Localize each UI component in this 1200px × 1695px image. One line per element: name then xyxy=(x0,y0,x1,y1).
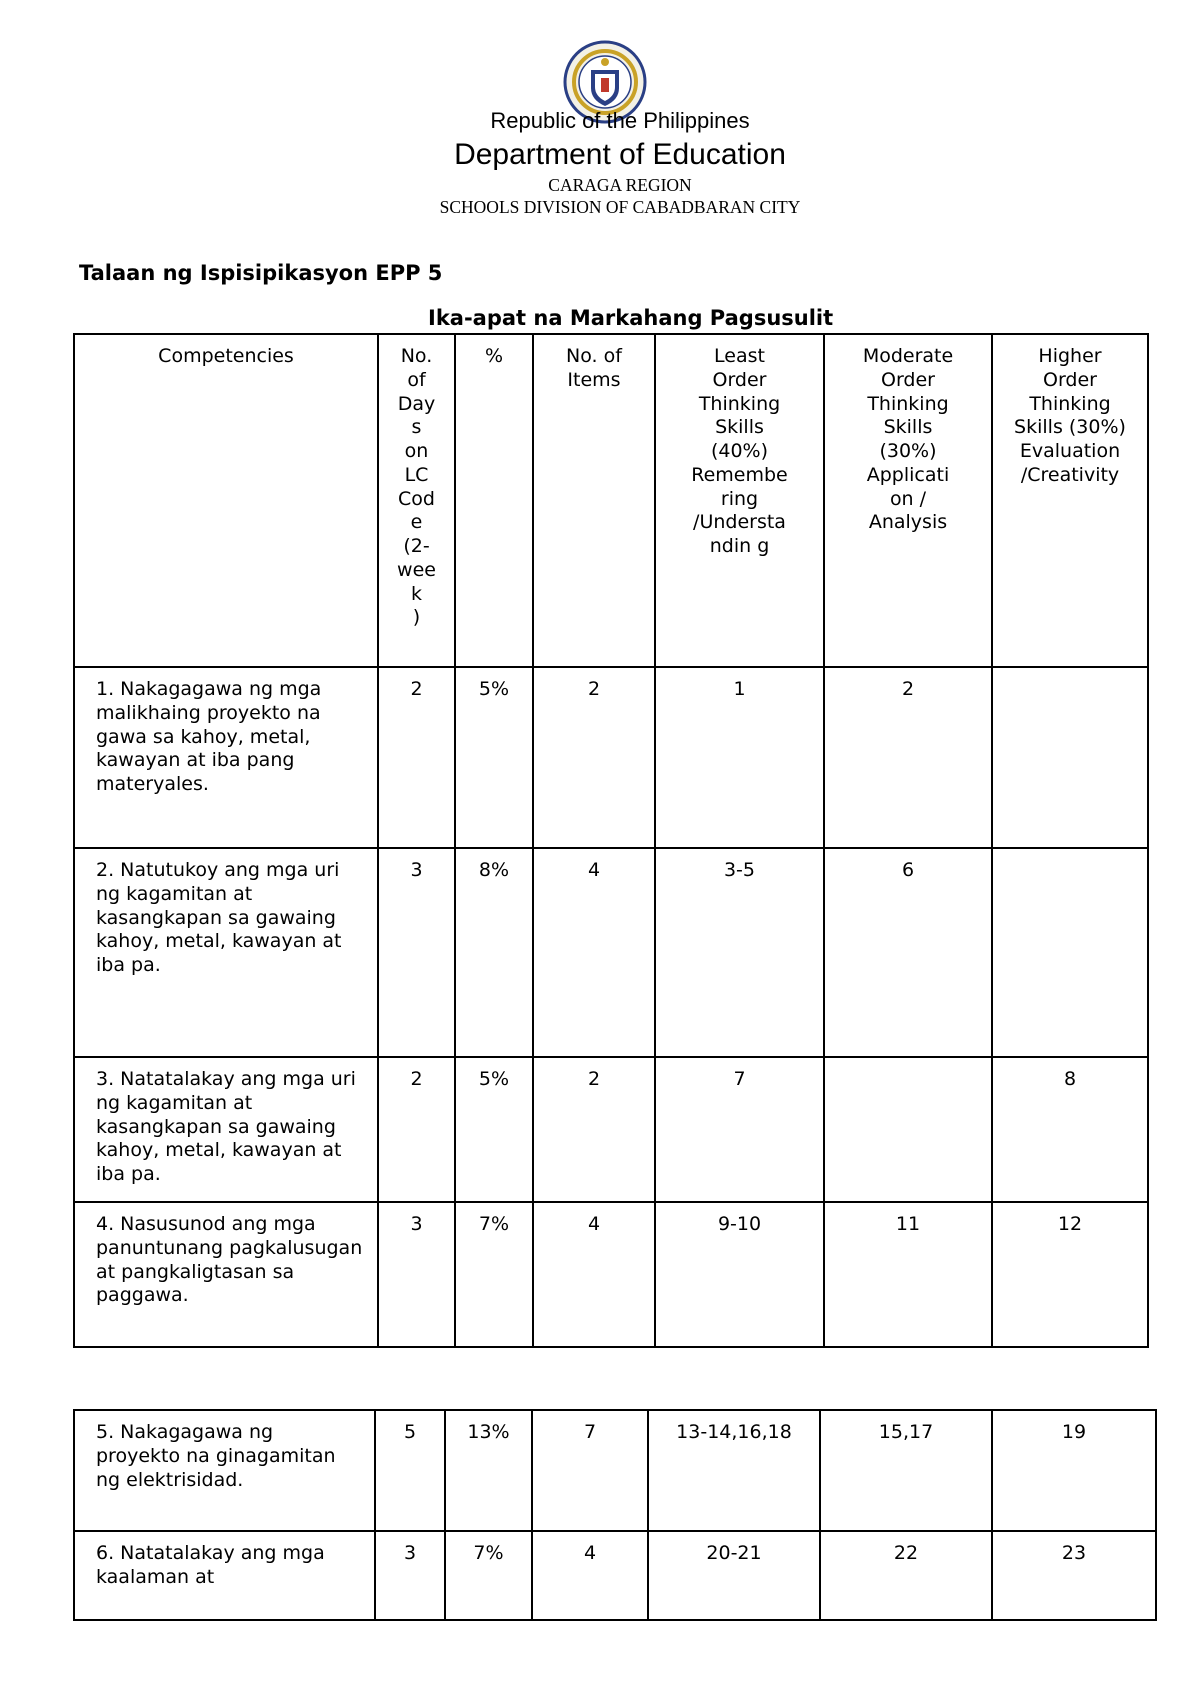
percent-cell: 5% xyxy=(455,1057,533,1202)
document-title: Talaan ng Ispisipikasyon EPP 5 xyxy=(79,261,443,285)
table-row xyxy=(74,1410,1156,1531)
days-cell: 3 xyxy=(378,1202,455,1347)
lots-cell: 20-21 xyxy=(648,1531,820,1620)
items-cell: 2 xyxy=(533,1057,655,1202)
days-cell: 3 xyxy=(375,1531,445,1620)
days-cell: 5 xyxy=(375,1410,445,1531)
percent-cell: 13% xyxy=(445,1410,532,1531)
competency-cell: 1. Nakagagawa ng mga malikhaing proyekto na gawa sa kahoy, metal, kawayan at iba pang materyales. xyxy=(74,667,378,848)
table-row xyxy=(74,1057,1148,1202)
specification-table xyxy=(73,333,1149,1348)
table-header-row xyxy=(74,334,1148,667)
header-percent: % xyxy=(455,334,533,667)
lots-cell: 13-14,16,18 xyxy=(648,1410,820,1531)
lots-cell: 1 xyxy=(655,667,824,848)
days-cell: 2 xyxy=(378,667,455,848)
table-row xyxy=(74,848,1148,1057)
lots-cell: 3-5 xyxy=(655,848,824,1057)
items-cell: 7 xyxy=(532,1410,648,1531)
department-name: Department of Education xyxy=(454,138,786,171)
hots-cell: 23 xyxy=(992,1531,1156,1620)
days-cell: 2 xyxy=(378,1057,455,1202)
hots-cell xyxy=(992,667,1148,848)
mots-cell xyxy=(824,1057,992,1202)
header-hots: Higher Order Thinking Skills (30%) Evaluation /Creativity xyxy=(992,334,1148,667)
percent-cell: 5% xyxy=(455,667,533,848)
table-row xyxy=(74,1531,1156,1620)
mots-cell: 22 xyxy=(820,1531,992,1620)
competency-cell: 6. Natatalakay ang mga kaalaman at xyxy=(74,1531,375,1620)
division-line: SCHOOLS DIVISION OF CABADBARAN CITY xyxy=(439,197,801,217)
mots-cell: 2 xyxy=(824,667,992,848)
hots-cell xyxy=(992,848,1148,1057)
mots-cell: 6 xyxy=(824,848,992,1057)
items-cell: 4 xyxy=(533,848,655,1057)
header-mots: Moderate Order Thinking Skills (30%) Applicati on / Analysis xyxy=(824,334,992,667)
header-items: No. of Items xyxy=(533,334,655,667)
competency-cell: 3. Natatalakay ang mga uri ng kagamitan at kasangkapan sa gawaing kahoy, metal, kawayan at iba pa. xyxy=(74,1057,378,1202)
mots-cell: 11 xyxy=(824,1202,992,1347)
competency-cell: 4. Nasusunod ang mga panuntunang pagkalusugan at pangkaligtasan sa paggawa. xyxy=(74,1202,378,1347)
lots-cell: 7 xyxy=(655,1057,824,1202)
header-competencies: Competencies xyxy=(74,334,378,667)
lots-cell: 9-10 xyxy=(655,1202,824,1347)
items-cell: 4 xyxy=(532,1531,648,1620)
hots-cell: 8 xyxy=(992,1057,1148,1202)
competency-cell: 2. Natutukoy ang mga uri ng kagamitan at kasangkapan sa gawaing kahoy, metal, kawayan at iba pa. xyxy=(74,848,378,1057)
hots-cell: 12 xyxy=(992,1202,1148,1347)
mots-cell: 15,17 xyxy=(820,1410,992,1531)
header-lots: Least Order Thinking Skills (40%) Remembe ring /Understa ndin g xyxy=(655,334,824,667)
table-row xyxy=(74,1202,1148,1347)
percent-cell: 8% xyxy=(455,848,533,1057)
table-row xyxy=(74,667,1148,848)
region-line: CARAGA REGION xyxy=(548,175,692,195)
exam-title: Ika-apat na Markahang Pagsusulit xyxy=(428,306,834,330)
header-days: No. of Day s on LC Cod e (2- wee k ) xyxy=(378,334,455,667)
items-cell: 4 xyxy=(533,1202,655,1347)
hots-cell: 19 xyxy=(992,1410,1156,1531)
percent-cell: 7% xyxy=(445,1531,532,1620)
competency-cell: 5. Nakagagawa ng proyekto na ginagamitan ng elektrisidad. xyxy=(74,1410,375,1531)
specification-table-continued xyxy=(73,1409,1157,1621)
items-cell: 2 xyxy=(533,667,655,848)
republic-line: Republic of the Philippines xyxy=(490,108,750,133)
percent-cell: 7% xyxy=(455,1202,533,1347)
days-cell: 3 xyxy=(378,848,455,1057)
